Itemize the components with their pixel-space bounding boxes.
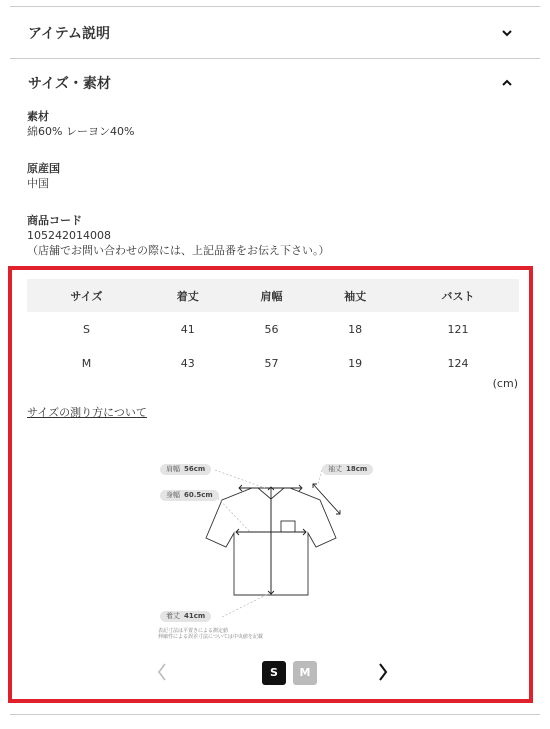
column-header: バスト xyxy=(397,279,519,312)
length-label: 着丈 xyxy=(166,612,180,620)
table-row xyxy=(27,346,519,380)
size-guide-link[interactable]: サイズの測り方について xyxy=(27,406,147,419)
chevron-down-icon[interactable] xyxy=(500,26,514,40)
measurement-note xyxy=(158,628,263,640)
body-width-label: 身幅 xyxy=(166,491,180,499)
origin-value: 中国 xyxy=(27,177,49,190)
accordion-size-material[interactable] xyxy=(10,58,540,108)
table-header-row xyxy=(27,279,519,312)
product-code-note: （店舗でお問い合わせの際には、上記品番をお伝え下さい。） xyxy=(27,244,330,257)
shoulder-value: 56cm xyxy=(184,465,206,473)
column-header: 袖丈 xyxy=(313,279,397,312)
product-code-section xyxy=(27,213,330,258)
material-value: 綿60% レーヨン40% xyxy=(27,125,135,138)
body-width-value: 60.5cm xyxy=(184,491,213,499)
shoulder-label: 肩幅 xyxy=(166,465,180,473)
accordion-title: アイテム説明 xyxy=(28,26,111,42)
table-row xyxy=(27,312,519,346)
accordion-item-description[interactable] xyxy=(10,8,540,59)
chevron-up-icon[interactable] xyxy=(500,76,514,90)
next-arrow-icon[interactable] xyxy=(376,660,390,684)
sleeve-label: 袖丈 xyxy=(328,465,342,473)
note-line: 表記寸法は平置きによる測定値 xyxy=(158,628,229,634)
accordion-title: サイズ・素材 xyxy=(28,76,111,92)
shoulder-width-tag xyxy=(160,464,211,475)
table-cell: 121 xyxy=(447,322,469,336)
size-table xyxy=(27,279,519,380)
product-code-value: 105242014008 xyxy=(27,229,111,242)
table-cell: 19 xyxy=(348,356,363,370)
unit-label: (cm) xyxy=(492,377,518,390)
table-cell: 56 xyxy=(264,322,279,336)
body-width-tag xyxy=(160,490,219,501)
material-section xyxy=(27,109,134,139)
origin-section xyxy=(27,161,60,191)
length-value: 41cm xyxy=(184,612,206,620)
column-header: 着丈 xyxy=(146,279,230,312)
bottom-divider xyxy=(10,714,540,715)
table-cell: 18 xyxy=(348,322,363,336)
body-length-tag xyxy=(160,611,211,622)
product-code-label: 商品コード xyxy=(27,214,82,227)
note-line: 伸縮性による誤差寸法については中央値を記載 xyxy=(158,634,263,640)
shirt-measurement-diagram xyxy=(150,455,400,645)
table-cell: 41 xyxy=(180,322,195,336)
table-cell: 43 xyxy=(180,356,195,370)
size-option-s[interactable]: S xyxy=(262,661,286,685)
table-cell: 57 xyxy=(264,356,279,370)
column-header: 肩幅 xyxy=(230,279,314,312)
top-divider xyxy=(10,6,540,7)
table-cell: M xyxy=(81,356,92,370)
origin-label: 原産国 xyxy=(27,162,60,175)
size-option-m[interactable]: M xyxy=(293,661,317,685)
previous-arrow-icon[interactable] xyxy=(155,660,169,684)
sleeve-length-tag xyxy=(322,464,373,475)
table-cell: 124 xyxy=(447,356,469,370)
sleeve-value: 18cm xyxy=(346,465,368,473)
table-cell: S xyxy=(82,322,90,336)
column-header: サイズ xyxy=(27,279,146,312)
material-label: 素材 xyxy=(27,110,49,123)
